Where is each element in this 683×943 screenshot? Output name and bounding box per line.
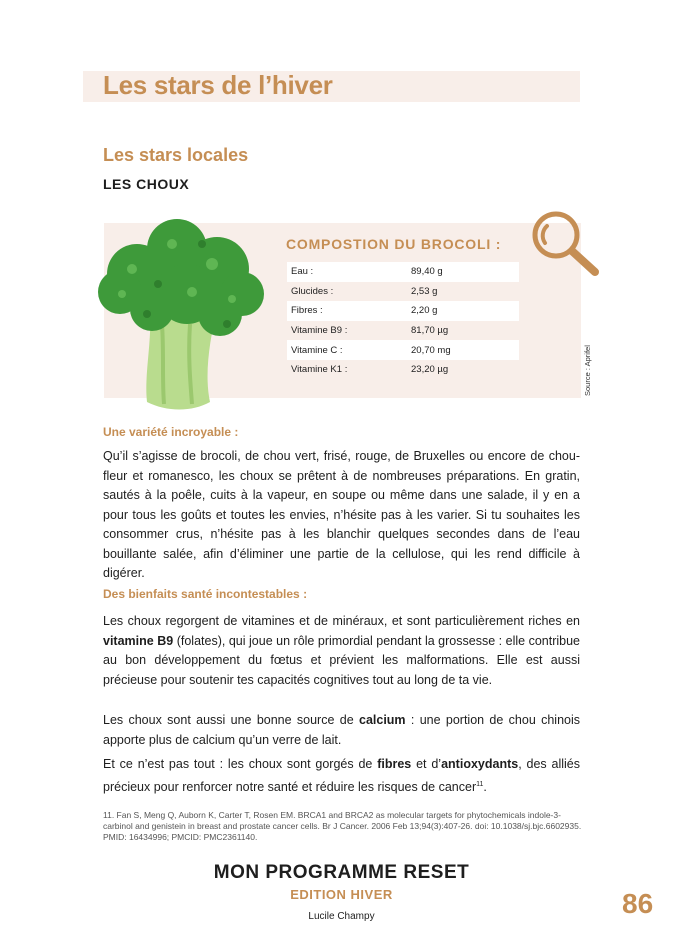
nutrient-label: Vitamine K1 : (291, 364, 348, 376)
text-span: . (483, 779, 487, 794)
composition-title: COMPOSTION DU BROCOLI : (286, 236, 502, 252)
nutrient-value: 89,40 g (411, 266, 443, 278)
variety-paragraph: Qu’il s’agisse de brocoli, de chou vert, frisé, rouge, de Bruxelles ou encore de chou-fleur et romanesco, les choux se prêtent à de nombreuses préparations. En gratin, sautés à la poêle, cuits à la vapeur, en soupe ou même dans une salade, il y en a pour tous les goûts et toutes les envies, n’hésite pas à les varier. Si tu souhaites les consommer crus, n’hésite pas à les blanchir quelques secondes dans de l’eau bouillante salée, afin d’éliminer une partie de la cellulose, qui les rend difficile à digérer. (103, 449, 580, 580)
section-subtitle: LES CHOUX (103, 176, 190, 192)
variety-heading: Une variété incroyable : (103, 425, 239, 439)
text-span: , des alliés précieux pour renforcer notre santé et réduire les risques de cancer (103, 757, 580, 794)
text-span: Les choux regorgent de vitamines et de minéraux, et sont particulièrement riches en (103, 614, 580, 628)
footer-subtitle: EDITION HIVER (290, 887, 393, 902)
table-row (287, 301, 519, 321)
footer-author: Lucile Champy (308, 911, 375, 922)
nutrient-label: Eau : (291, 266, 314, 278)
table-row (287, 282, 519, 302)
magnifier-icon (528, 208, 602, 280)
nutrient-value: 81,70 µg (411, 325, 449, 337)
page-number: 86 (622, 888, 654, 919)
text-span: Les choux sont aussi une bonne source de (103, 713, 359, 727)
footer-title: MON PROGRAMME RESET (213, 862, 470, 883)
text-span: : une portion de chou chinois apporte plus de calcium qu’un verre de lait. (103, 713, 581, 747)
nutrient-value: 23,20 µg (411, 364, 449, 376)
benefits-paragraph-3 (103, 755, 580, 797)
table-row (287, 340, 519, 360)
benefits-paragraph-2 (103, 711, 580, 750)
benefits-paragraph-1 (103, 612, 580, 690)
nutrient-value: 2,53 g (411, 285, 438, 297)
nutrient-label: Vitamine C : (291, 344, 343, 356)
nutrition-table (287, 262, 519, 380)
page-title: Les stars de l’hiver (103, 70, 333, 100)
table-row (287, 321, 519, 341)
section-title: Les stars locales (103, 145, 249, 165)
source-note-wrapper (583, 345, 634, 405)
text-span: (folates), qui joue un rôle primordial pendant la grossesse : elle contribue au bon développement du fœtus et prévient les malformations. Elle est aussi précieuse pour soutenir tes capacités cognitives tout au long de ta vie. (103, 633, 580, 687)
nutrient-label: Fibres : (291, 305, 323, 317)
nutrient-label: Vitamine B9 : (291, 325, 348, 337)
text-span: Et ce n’est pas tout : les choux sont gorgés de (103, 757, 378, 771)
benefits-heading: Des bienfaits santé incontestables : (103, 587, 308, 601)
bold-span: antioxydants (441, 757, 519, 771)
text-span: et d’ (411, 757, 442, 771)
bold-span: fibres (377, 757, 412, 771)
table-row (287, 262, 519, 282)
footnote: 11. Fan S, Meng Q, Auborn K, Carter T, Rosen EM. BRCA1 and BRCA2 as molecular targets for phytochemicals indole-3-carbinol and genistein in breast and prostate cancer cells. Br J Cancer. 2006 Feb 13;94(3):407-26. doi: 10.1038/sj.bjc.6602935. PMID: 16434996; PMCID: PMC2361140. (103, 810, 582, 842)
broccoli-icon (92, 214, 272, 414)
nutrient-value: 20,70 mg (411, 344, 451, 356)
bold-span: vitamine B9 (103, 633, 174, 648)
table-row (287, 360, 519, 380)
footnote-ref: 11 (476, 780, 484, 788)
bold-span: calcium (359, 713, 406, 727)
source-note: Source : Aprifel (583, 345, 592, 396)
nutrient-value: 2,20 g (411, 305, 438, 317)
nutrient-label: Glucides : (291, 285, 334, 297)
